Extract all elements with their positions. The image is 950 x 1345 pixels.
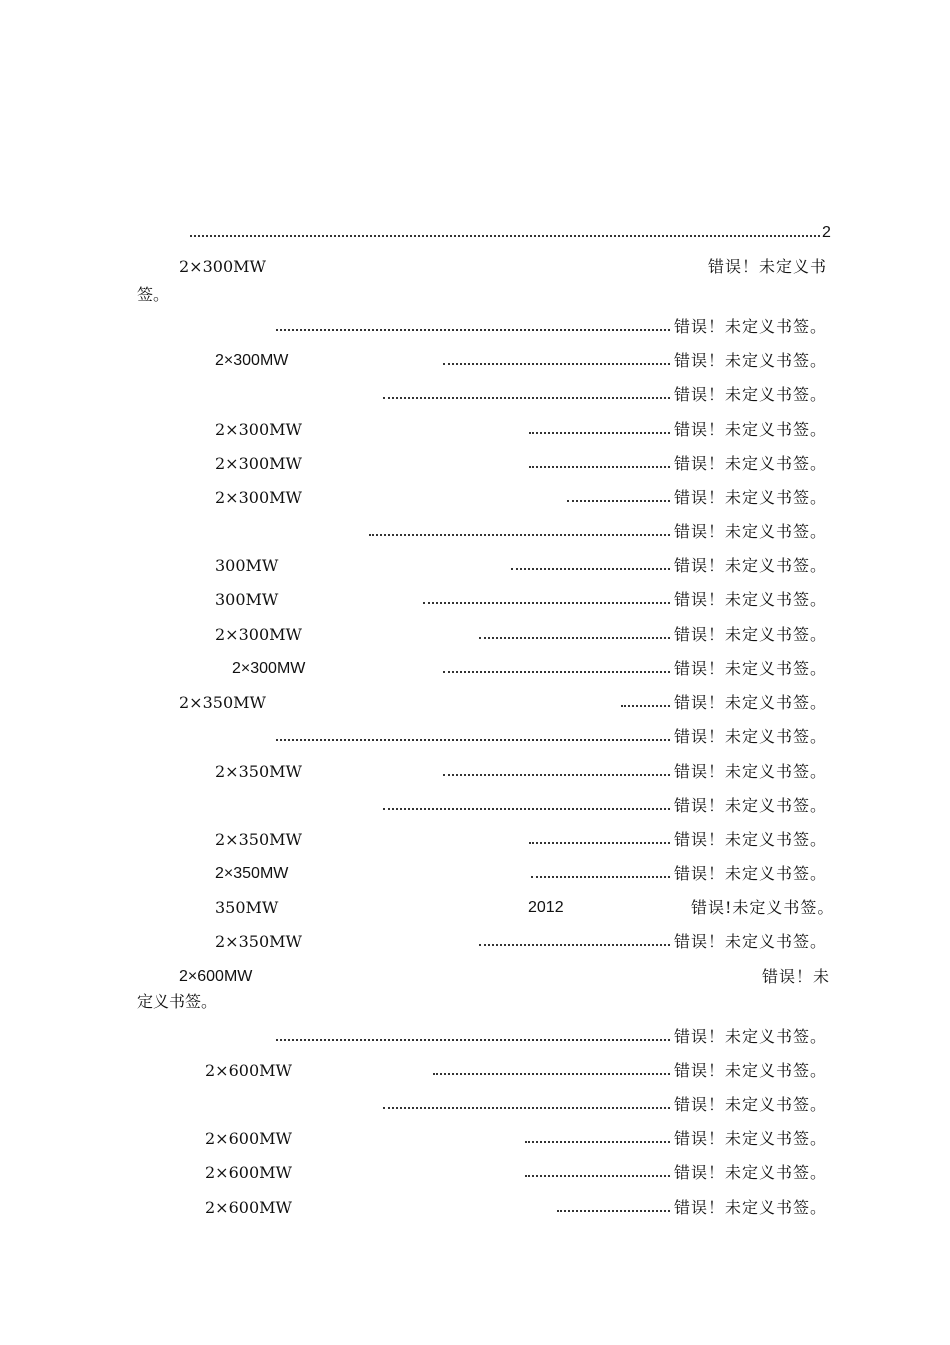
toc-entry[interactable] [0,657,950,681]
toc-entry-ref: 错误！未定义书签。 [674,488,828,507]
toc-entry[interactable] [0,896,950,920]
toc-entry-ref: 错误！未定义书签。 [674,590,828,609]
dot-leader [423,602,670,604]
toc-entry-ref: 错误！未定义书签。 [674,830,828,849]
toc-entry-ref: 错误！未定义书签。 [674,1163,828,1182]
toc-entry[interactable] [0,1093,950,1117]
toc-entry-ref: 错误！未定义书签。 [674,351,828,370]
toc-entry[interactable] [0,418,950,442]
toc-entry-ref: 错误！未定义书签。 [674,864,828,883]
toc-entry[interactable] [0,520,950,544]
toc-entry[interactable] [0,554,950,578]
toc-entry-ref: 错误！未定义书签。 [674,1061,828,1080]
toc-entry-label: 2×600MW [205,1163,292,1182]
dot-leader [190,235,820,237]
dot-leader [479,944,670,946]
toc-entry-label: 2×300MW [215,352,289,369]
toc-entry[interactable] [0,1196,950,1220]
toc-entry-label: 2×300MW [179,257,266,276]
toc-entry-label: 2×300MW [215,488,302,507]
toc-entry-label: 350MW [215,898,279,917]
toc-entry-ref: 错误！未定义书签。 [674,317,828,336]
dot-leader [433,1073,670,1075]
toc-entry[interactable] [0,1127,950,1151]
toc-entry[interactable] [0,760,950,784]
toc-entry[interactable] [0,623,950,647]
dot-leader [529,466,670,468]
toc-entry[interactable] [0,1025,950,1049]
toc-entry[interactable] [0,794,950,818]
dot-leader [525,1175,670,1177]
toc-entry-label: 2×600MW [179,968,253,985]
toc-entry-label: 300MW [215,556,279,575]
toc-entry[interactable] [0,349,950,373]
toc-entry-ref: 错误！未定义书签。 [674,454,828,473]
dot-leader [276,1039,670,1041]
toc-entry-ref: 错误！未定义书签。 [674,932,828,951]
dot-leader [529,842,670,844]
toc-entry-ref: 错误!未定义书签。 [691,898,835,917]
page-number: 2 [822,224,832,241]
toc-entry-ref: 错误！未定义书签。 [674,762,828,781]
toc-entry[interactable] [0,588,950,612]
dot-leader [531,876,670,878]
toc-entry[interactable] [0,965,950,989]
dot-leader [529,432,670,434]
toc-entry-ref: 错误！未定义书签。 [674,659,828,678]
toc-entry-label: 2×300MW [215,454,302,473]
toc-entry[interactable] [0,452,950,476]
toc-entry[interactable] [0,930,950,954]
toc-entry-ref: 错误！未定义书签。 [674,385,828,404]
toc-entry-ref: 错误！未定义书签。 [674,1027,828,1046]
dot-leader [383,808,670,810]
toc-entry[interactable] [0,255,950,279]
toc-entry-label: 2×350MW [215,830,302,849]
toc-entry-ref: 错误！未定义书签。 [674,420,828,439]
dot-leader [443,363,670,365]
toc-entry[interactable] [0,486,950,510]
toc-entry-label: 2×600MW [205,1129,292,1148]
toc-entry-label: 2×600MW [205,1061,292,1080]
toc-entry-ref-continued: 定义书签。 [137,992,218,1011]
toc-entry[interactable] [0,828,950,852]
toc-entry-label: 2×350MW [215,865,289,882]
toc-entry-top[interactable] [0,221,950,245]
toc-entry-label: 2×350MW [179,693,266,712]
toc-entry[interactable] [0,315,950,339]
dot-leader [383,397,670,399]
dot-leader [276,739,670,741]
dot-leader [443,671,670,673]
toc-entry-ref: 错误！未定义书 [708,257,828,276]
toc-entry-ref: 错误！未定义书签。 [674,727,828,746]
toc-entry-label: 2×600MW [205,1198,292,1217]
toc-entry-label: 2×350MW [215,762,302,781]
dot-leader [443,774,670,776]
toc-entry-ref: 错误！未定义书签。 [674,625,828,644]
toc-entry-ref-continued: 签。 [137,285,170,304]
toc-entry-label: 2×300MW [215,625,302,644]
toc-entry-ref: 错误！未定义书签。 [674,693,828,712]
dot-leader [557,1210,670,1212]
toc-entry-label: 2×300MW [232,660,306,677]
dot-leader [383,1107,670,1109]
toc-entry-ref: 错误！未定义书签。 [674,1198,828,1217]
toc-entry-ref: 错误！未定义书签。 [674,522,828,541]
toc-entry-label: 2×300MW [215,420,302,439]
toc-entry-ref: 错误！未定义书签。 [674,1095,828,1114]
toc-entry-ref: 错误！未定义书签。 [674,796,828,815]
toc-entry-year: 2012 [528,899,564,916]
toc-entry-label: 2×350MW [215,932,302,951]
toc-entry[interactable] [0,691,950,715]
dot-leader [479,637,670,639]
toc-entry[interactable] [0,862,950,886]
dot-leader [276,329,670,331]
toc-entry[interactable] [0,1059,950,1083]
toc-entry-ref: 错误！未定义书签。 [674,556,828,575]
dot-leader [511,568,670,570]
toc-entry[interactable] [0,383,950,407]
toc-entry[interactable] [0,725,950,749]
toc-entry-label: 300MW [215,590,279,609]
dot-leader [567,500,670,502]
dot-leader [525,1141,670,1143]
toc-entry[interactable] [0,1161,950,1185]
toc-entry-ref: 错误！未定义书签。 [674,1129,828,1148]
dot-leader [621,705,670,707]
toc-entry-ref: 错误！未 [762,967,831,986]
dot-leader [369,534,670,536]
